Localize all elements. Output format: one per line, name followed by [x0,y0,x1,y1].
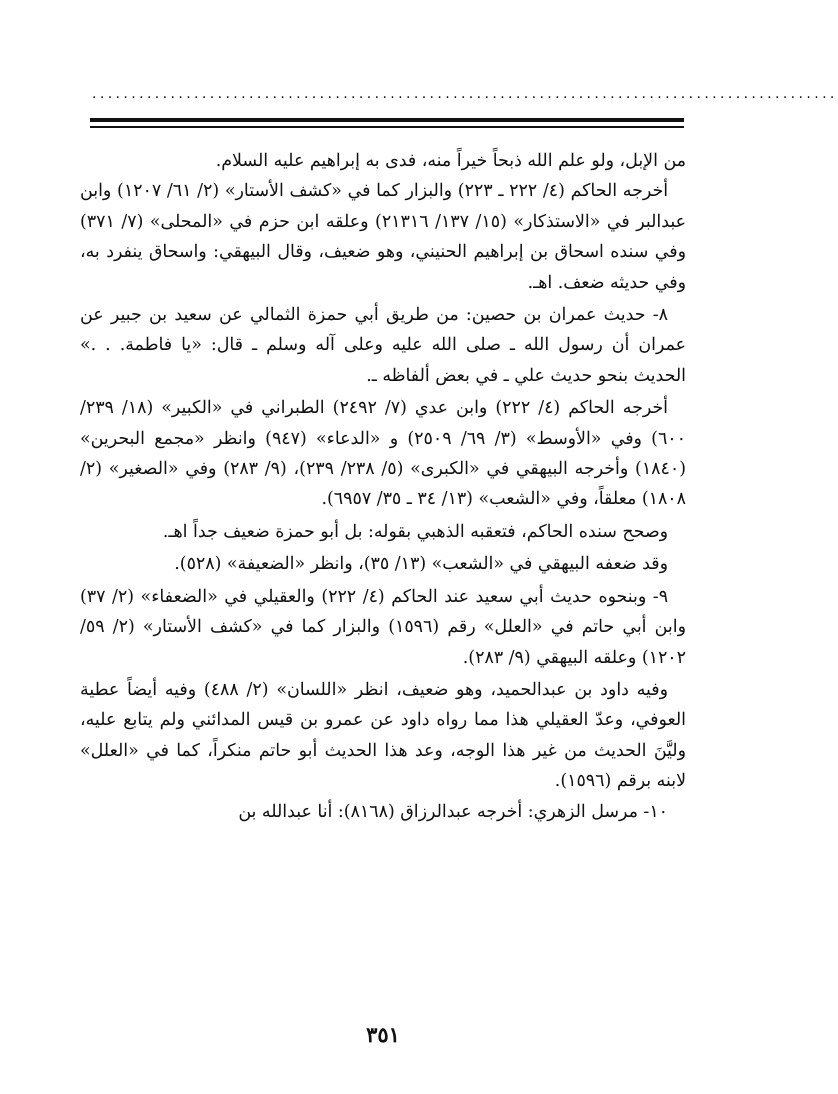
page-body [80,146,686,827]
page-number: ٣٥١ [366,1022,400,1047]
paragraph-4: أخرجه الحاكم (٤/ ٢٢٢) وابن عدي (٧/ ٢٤٩٢) الطبراني في «الكبير» (١٨/ ٢٣٩/ ٦٠٠) وفي «الأوسط» (٣/ ٦٩/ ٢٥٠٩) و «الدعاء» (٩٤٧) وانظر «مجمع البحرين» (١٨٤٠) وأخرجه البيهقي في «الكبرى» (٥/ ٢٣٨/ ٢٣٩)، (٩/ ٢٨٣) وفي «الصغير» (٢/ ١٨٠٨) معلقاً، وفي «الشعب» (١٣/ ٣٤ ـ ٣٥/ ٦٩٥٧). [80,398,686,510]
header-rule-thin [90,126,684,128]
paragraph-6: وقد ضعفه البيهقي في «الشعب» (١٣/ ٣٥)، وانظر «الضعيفة» (٥٢٨). [174,554,668,575]
paragraph-7: ٩- وبنحوه حديث أبي سعيد عند الحاكم (٤/ ٢٢٢) والعقيلي في «الضعفاء» (٢/ ٣٧) وابن أبي حاتم في «العلل» رقم (١٥٩٦) والبزار كما في «كشف الأستار» (٢/ ٥٩/ ١٢٠٢) وعلقه البيهقي (٩/ ٢٨٣). [80,586,686,668]
header-dotted-line: ............................................................................................... [92,86,838,102]
paragraph-1: من الإبل، ولو علم الله ذبحاً خيراً منه، فدى به إبراهيم عليه السلام. [215,151,686,171]
header-rule-thick [90,118,684,122]
paragraph-8: وفيه داود بن عبدالحميد، وهو ضعيف، انظر «اللسان» (٢/ ٤٨٨) وفيه أيضاً عطية العوفي، وعدّ العقيلي هذا مما رواه داود عن عمرو بن قيس المدائني ولم يتابع عليه، وليَّنَ الحديث من غير هذا الوجه، وعد هذا الحديث أبو حاتم منكراً، كما في «العلل» لابنه برقم (١٥٩٦). [80,679,686,792]
paragraph-5: وصحح سنده الحاكم، فتعقبه الذهبي بقوله: بل أبو حمزة ضعيف جداً اهـ. [162,521,668,542]
paragraph-9: ١٠- مرسل الزهري: أخرجه عبدالرزاق (٨١٦٨): أنا عبدالله بن [238,801,668,822]
paragraph-3: ٨- حديث عمران بن حصين: من طريق أبي حمزة الثمالي عن سعيد بن جبير عن عمران أن رسول الله ـ صلى الله عليه وعلى آله وسلم ـ قال: «يا فاطمة. . .» الحديث بنحو حديث علي ـ في بعض ألفاظه ـ. [80,305,686,386]
paragraph-2: أخرجه الحاكم (٤/ ٢٢٢ ـ ٢٢٣) والبزار كما في «كشف الأستار» (٢/ ٦١/ ١٢٠٧) وابن عبدالبر في «الاستذكار» (١٥/ ١٣٧/ ٢١٣١٦) وعلقه ابن حزم في «المحلى» (٧/ ٣٧١) وفي سنده اسحاق بن إبراهيم الحنيني، وهو ضعيف، وقال البيهقي: واسحاق ينفرد به، وفي حديثه ضعف. اهـ. [80,181,686,293]
